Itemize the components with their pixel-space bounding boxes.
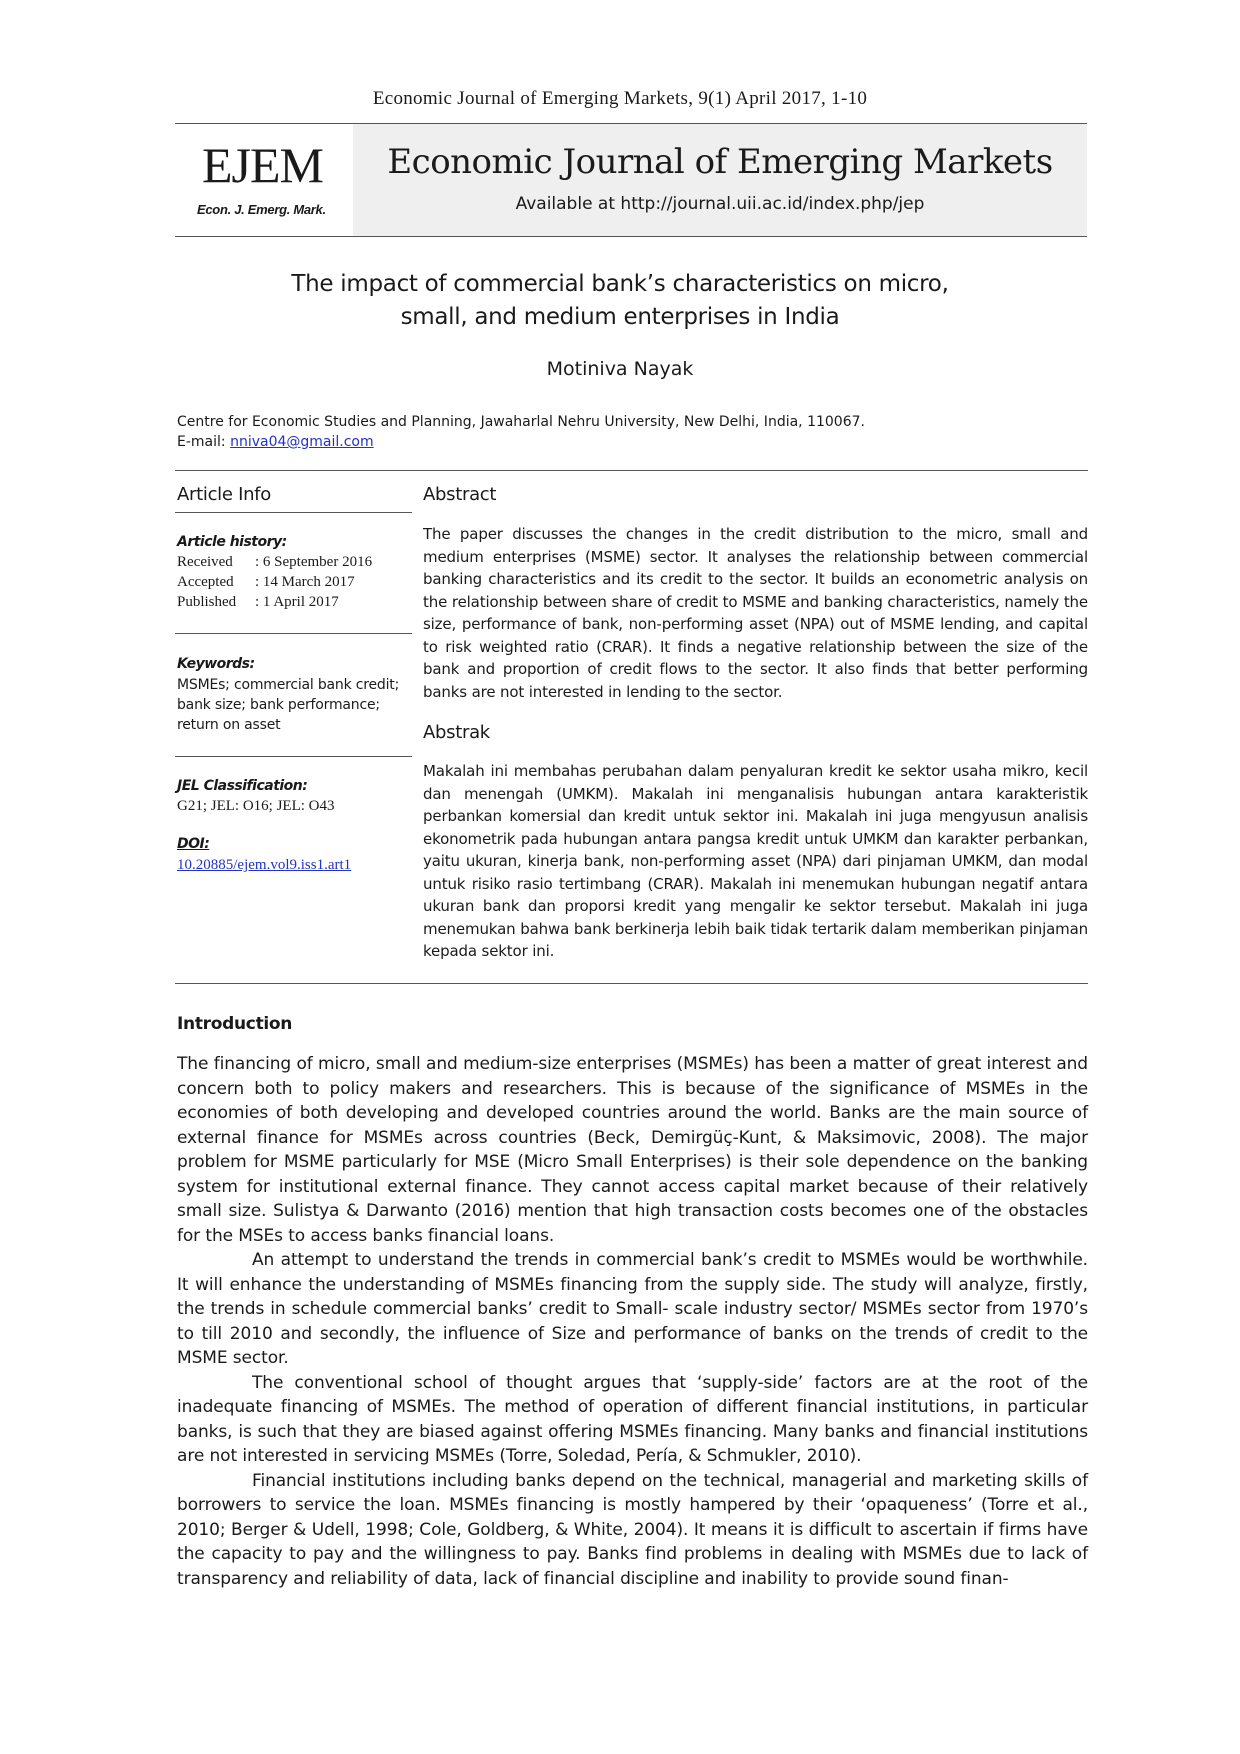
article-title-line2: small, and medium enterprises in India [400,304,840,330]
history-rule [175,633,412,634]
running-head: Economic Journal of Emerging Markets, 9(1) April 2017, 1-10 [372,88,868,109]
doi-link[interactable]: 10.20885/ejem.vol9.iss1.art1 [177,857,352,873]
intro-paragraph-3: The conventional school of thought argues that ‘supply-side’ factors are at the root of the inadequate financing of MSMEs. The method of operation of different financial institutions, in particular banks, is such that they are biased against offering MSMEs financing. Many banks and financial institutions are not interested in servicing MSMEs (Torre, Soledad, Pería, & Schmukler, 2010). [177,1372,1088,1466]
keywords: MSMEs; commercial bank credit; bank size; bank performance; return on asset [177,677,400,733]
author-name: Motiniva Nayak [546,358,694,380]
journal-name: Economic Journal of Emerging Markets [387,142,1053,182]
keywords-label: Keywords: [177,656,255,672]
journal-logo: EJEM [202,137,323,193]
abstract-rule-bottom [175,983,1088,984]
intro-paragraph-1: The financing of micro, small and medium-size enterprises (MSMEs) has been a matter of great interest and concern both to policy makers and researchers. This is because of the significance of MSMEs in the economies of both developing and developed countries around the world. Banks are the main source of external finance for MSMEs across countries (Beck, Demirgüç-Kunt, & Maksimovic, 2008). The major problem for MSME particularly for MSE (Micro Small Enterprises) is their sole dependence on the banking system for institutional external finance. They cannot access capital market because of their relatively small size. Sulistya & Darwanto (2016) mention that high transaction costs becomes one of the obstacles for the MSEs to access banks financial loans. [177,1054,1088,1246]
journal-availability[interactable]: Available at http://journal.uii.ac.id/index.php/jep [515,194,925,214]
article-info-heading: Article Info [177,484,271,505]
affiliation: Centre for Economic Studies and Planning, Jawaharlal Nehru University, New Delhi, India, 110067. [177,414,865,430]
history-accepted: Accepted : 14 March 2017 [177,574,355,590]
doi-label: DOI: [177,836,210,852]
history-published: Published : 1 April 2017 [177,594,339,610]
journal-banner [175,124,1087,236]
article-title-line1: The impact of commercial bank’s characteristics on micro, [291,271,949,297]
abstrak-text: Makalah ini membahas perubahan dalam penyaluran kredit ke sektor usaha mikro, kecil dan menengah (UMKM). Makalah ini menganalisis hubungan antara karakteristik perbankan komersial dan kredit untuk sektor ini. Makalah ini juga mengyusun analisis ekonometrik pada hubungan antara pangsa kredit untuk UMKM dan karakter perbankan, yaitu ukuran, kinerja bank, non-performing asset (NPA) dari pinjaman UMKM, dan modal untuk risiko rasio tertimbang (CRAR). Makalah ini menemukan hubungan negatif antara ukuran bank dan proporsi kredit yang mengalir ke sektor tersebut. Makalah ini juga menemukan bahwa bank berkinerja lebih baik tidak tertarik dalam memberikan pinjaman kepada sektor ini. [423,762,1088,960]
article-history [177,552,372,612]
article-info-rule [175,512,412,513]
abstract-text: The paper discusses the changes in the credit distribution to the micro, small and medium enterprises (MSME) sector. It analyses the relationship between commercial banking characteristics and its credit to the sector. It builds an econometric analysis on the relationship between share of credit to MSME and banking characteristics, namely the size, performance of bank, non-performing asset (NPA) out of MSME lending, and capital to risk weighted ratio (CRAR). It finds a negative relationship between the size of the bank and proportion of credit flows to the sector. It also finds that better performing banks are not interested in lending to the sector. [423,525,1088,701]
email-line [177,432,865,452]
jel-codes: G21; JEL: O16; JEL: O43 [177,798,335,814]
info-rule-top [175,470,1088,471]
article-title [200,268,1040,334]
header-rule-bottom [175,236,1087,237]
intro-paragraph-2: An attempt to understand the trends in commercial bank’s credit to MSMEs would be worthwhile. It will enhance the understanding of MSMEs financing from the supply side. The study will analyze, firstly, the trends in schedule commercial banks’ credit to Small- scale industry sector/ MSMEs sector from 1970’s to till 2010 and secondly, the influence of Size and performance of banks on the trends of credit to the MSME sector. [177,1250,1088,1368]
abstrak-heading: Abstrak [423,722,490,743]
email-link[interactable]: nniva04@gmail.com [230,434,374,450]
email-label: E-mail: [177,434,226,450]
abstract-heading: Abstract [423,484,497,505]
introduction-body [177,1052,1088,1591]
author-affiliation-block [177,412,865,452]
introduction-heading: Introduction [177,1014,293,1034]
keywords-rule [175,756,412,757]
journal-logo-box [175,124,353,236]
article-history-label: Article history: [177,534,287,550]
journal-abbreviation: Econ. J. Emerg. Mark. [197,202,326,217]
intro-paragraph-4: Financial institutions including banks depend on the technical, managerial and marketing skills of borrowers to service the loan. MSMEs financing is mostly hampered by their ‘opaqueness’ (Torre et al., 2010; Berger & Udell, 1998; Cole, Goldberg, & White, 2004). It means it is difficult to ascertain if firms have the capacity to pay and the willingness to pay. Banks find problems in dealing with MSMEs due to lack of transparency and reliability of data, lack of financial discipline and inability to provide sound finan- [177,1470,1088,1589]
history-received: Received : 6 September 2016 [177,554,373,570]
jel-label: JEL Classification: [177,778,308,794]
